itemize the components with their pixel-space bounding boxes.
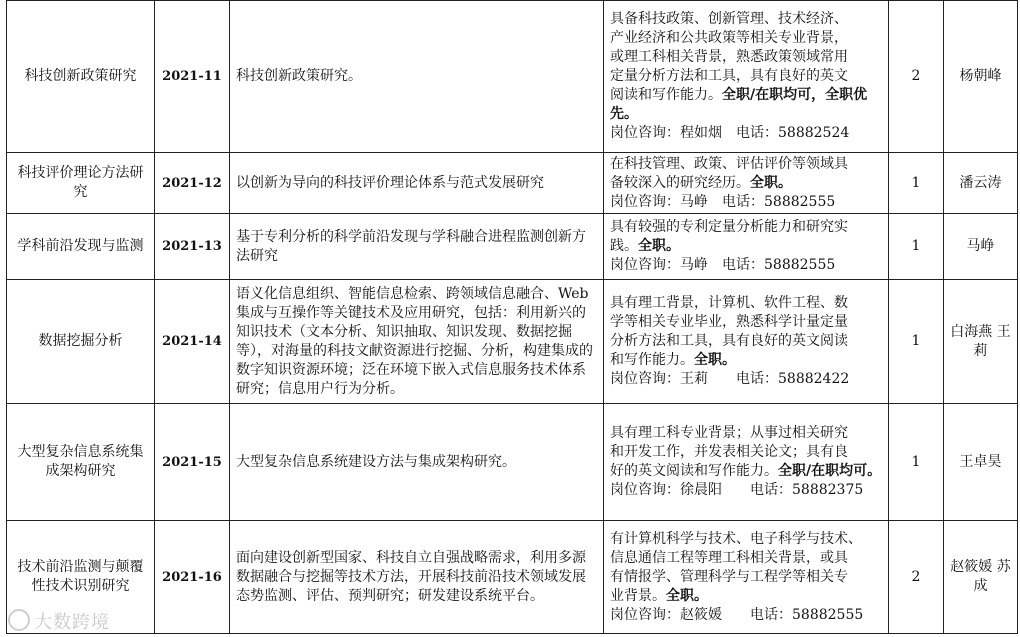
requirement-line: 和开发工作，并发表相关论文；具有良 [610,444,848,460]
requirement-line: 具有较强的专利定量分析能力和研究实 [610,219,848,235]
requirement-line: 学等相关专业毕业，熟悉科学计量定量 [610,314,848,330]
requirement-line: 信息通信工程等理工科相关背景，或具 [610,549,848,566]
field-cell: 科技创新政策研究 [7,1,155,153]
contact-cell: 杨朝峰 [944,1,1018,153]
requirement-line: 有情报学、管理科学与工程学等相关专 [610,568,848,585]
employment-type: 全职。 [666,587,708,604]
code-cell: 2021-14 [155,280,230,404]
requirement-line: 定量分析方法和工具，具有良好的英文 [610,68,848,84]
consult-info: 岗位咨询：徐晨阳 电话：58882375 [610,482,864,498]
requirement-line: 具有理工科专业背景；从事过相关研究 [610,425,848,441]
table-row [7,153,1018,214]
requirement-line: 具备科技政策、创新管理、技术经济、 [610,11,848,27]
count-cell: 1 [889,214,944,280]
code-cell: 2021-13 [155,214,230,280]
count-cell: 2 [889,521,944,634]
code-cell: 2021-11 [155,1,230,153]
code-cell: 2021-16 [155,521,230,634]
requirement-line: 有计算机科学与技术、电子科学与技术、 [610,530,862,547]
direction-cell: 以创新为导向的科技评价理论体系与范式发展研究 [230,153,604,214]
contact-cell: 潘云涛 [944,153,1018,214]
requirement-cell [604,521,889,634]
employment-type: 全职。 [694,352,736,368]
requirement-cell [604,153,889,214]
requirement-tail: 业背景。 [610,587,666,604]
position-table [6,0,1018,634]
requirement-tail: 和写作能力。 [610,352,694,368]
requirement-line: 在科技管理、政策、评估评价等领域具 [610,155,848,172]
field-cell: 技术前沿监测与颠覆性技术识别研究 [7,521,155,634]
requirement-line: 或理工科相关背景，熟悉政策领域常用 [610,49,848,65]
count-cell: 1 [889,404,944,521]
requirement-cell [604,404,889,521]
count-cell: 1 [889,153,944,214]
field-cell: 学科前沿发现与监测 [7,214,155,280]
watermark-logo-icon [8,609,30,631]
consult-info: 岗位咨询：马峥 电话：58882555 [610,193,836,210]
direction-cell: 基于专利分析的科学前沿发现与学科融合进程监测创新方法研究 [230,214,604,280]
requirement-cell [604,214,889,280]
direction-cell: 科技创新政策研究。 [230,1,604,153]
watermark-text: 大数跨境 [34,612,110,633]
code-cell: 2021-15 [155,404,230,521]
count-cell: 2 [889,1,944,153]
contact-cell: 马峥 [944,214,1018,280]
employment-type: 全职。 [750,174,792,191]
requirement-line: 产业经济和公共政策等相关专业背景， [610,30,848,46]
contact-cell: 赵筱媛 苏成 [944,521,1018,634]
count-cell: 1 [889,280,944,404]
table-body [7,1,1018,634]
field-cell: 科技评价理论方法研究 [7,153,155,214]
consult-info: 岗位咨询：马峥 电话：58882555 [610,257,836,273]
consult-info: 岗位咨询：程如烟 电话：58882524 [610,125,850,141]
requirement-cell [604,1,889,153]
direction-cell: 语义化信息组织、智能信息检索、跨领域信息融合、Web 集成与互操作等关键技术及应用研究，包括：利用新兴的知识技术（文本分析、知识抽取、知识发现、数据挖掘等），对海量的科技文献资源进行挖掘、分析，构建集成的数字知识资源环境；泛在环境下嵌入式信息服务技术体系研究；信息用户行为分析。 [230,280,604,404]
contact-cell: 白海燕 王莉 [944,280,1018,404]
requirement-tail: 践。 [610,238,638,254]
consult-info: 岗位咨询：赵筱媛 电话：58882555 [610,606,864,623]
table-row [7,1,1018,153]
table-row [7,214,1018,280]
requirement-tail: 阅读和写作能力。 [610,87,722,103]
table-row [7,280,1018,404]
watermark [8,608,110,634]
employment-type: 全职。 [638,238,680,254]
consult-info: 岗位咨询：王莉 电话：58882422 [610,371,850,387]
table-row [7,521,1018,634]
requirement-tail: 备较深入的研究经历。 [610,174,750,191]
field-cell: 大型复杂信息系统集成架构研究 [7,404,155,521]
table-row [7,404,1018,521]
requirement-tail: 好的英文阅读和写作能力。 [610,463,778,479]
requirement-cell [604,280,889,404]
contact-cell: 王卓昊 [944,404,1018,521]
field-cell: 数据挖掘分析 [7,280,155,404]
requirement-line: 具有理工背景，计算机、软件工程、数 [610,295,848,311]
direction-cell: 面向建设创新型国家、科技自立自强战略需求，利用多源数据融合与挖掘等技术方法，开展科技前沿技术领域发展态势监测、评估、预判研究；研发建设系统平台。 [230,521,604,634]
employment-type: 全职/在职均可。 [778,463,882,479]
direction-cell: 大型复杂信息系统建设方法与集成架构研究。 [230,404,604,521]
code-cell: 2021-12 [155,153,230,214]
employment-type: 全职/在职均可，全职优先。 [610,87,868,122]
requirement-line: 分析方法和工具，具有良好的英文阅读 [610,333,848,349]
